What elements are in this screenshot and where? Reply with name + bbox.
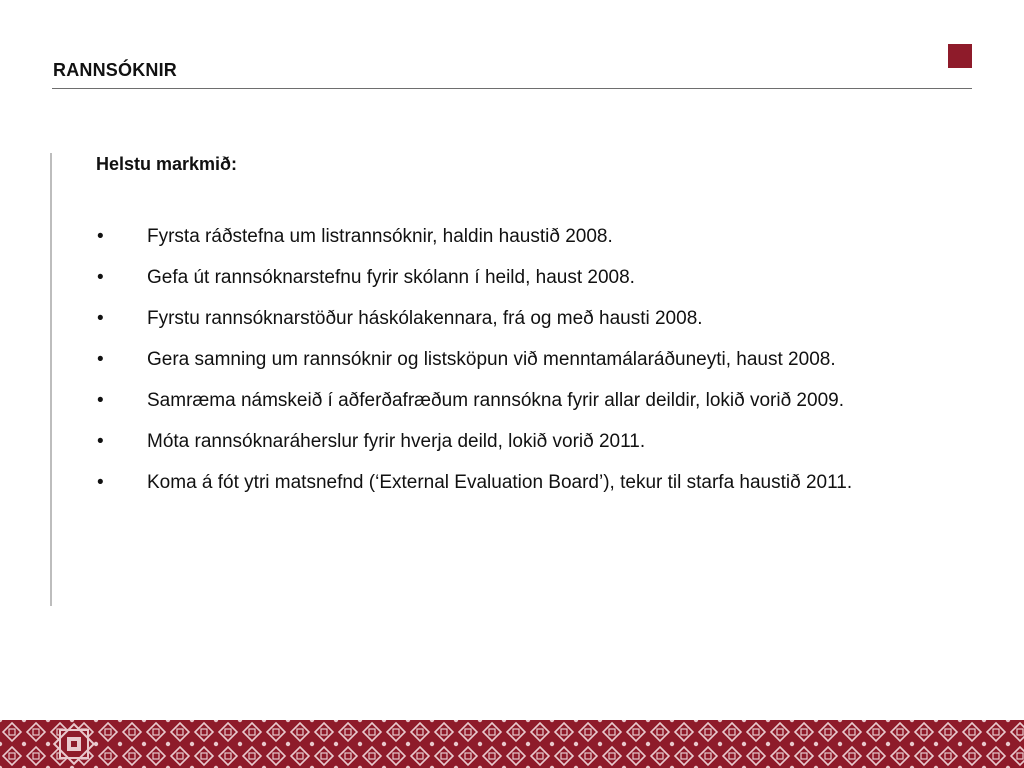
bullet-dot: •: [97, 472, 104, 493]
star-ornament-icon: [52, 722, 96, 766]
square-icon: [948, 44, 972, 68]
list-item: [96, 388, 946, 414]
title-divider: [52, 88, 972, 89]
list-item-text: Móta rannsóknaráherslur fyrir hverja deild, lokið vorið 2011.: [147, 431, 646, 452]
list-item: [96, 347, 946, 373]
slide-title: RANNSÓKNIR: [53, 60, 178, 80]
list-item-text: Gefa út rannsóknarstefnu fyrir skólann í heild, haust 2008.: [147, 267, 635, 288]
list-item: [96, 306, 946, 332]
list-item-text: Koma á fót ytri matsnefnd (‘External Evaluation Board’), tekur til starfa haustið 2011.: [147, 472, 853, 493]
list-item: [96, 470, 946, 496]
list-item-text: Gera samning um rannsóknir og listsköpun við menntamálaráðuneyti, haust 2008.: [147, 349, 836, 370]
list-item: [96, 224, 946, 250]
content-heading: Helstu markmið:: [96, 154, 238, 174]
bullet-dot: •: [97, 431, 104, 452]
bullet-dot: •: [97, 390, 104, 411]
bullet-dot: •: [97, 267, 104, 288]
footer-pattern-band: [0, 720, 1024, 768]
list-item: [96, 265, 946, 291]
list-item-text: Fyrstu rannsóknarstöður háskólakennara, frá og með hausti 2008.: [147, 308, 703, 329]
list-item-text: Samræma námskeið í aðferðafræðum rannsókna fyrir allar deildir, lokið vorið 2009.: [147, 390, 844, 411]
bullet-list: [96, 224, 946, 511]
bullet-dot: •: [97, 308, 104, 329]
bullet-dot: •: [97, 349, 104, 370]
bullet-dot: •: [97, 226, 104, 247]
side-divider: [50, 153, 52, 606]
list-item-text: Fyrsta ráðstefna um listrannsóknir, haldin haustið 2008.: [147, 226, 613, 247]
list-item: [96, 429, 946, 455]
